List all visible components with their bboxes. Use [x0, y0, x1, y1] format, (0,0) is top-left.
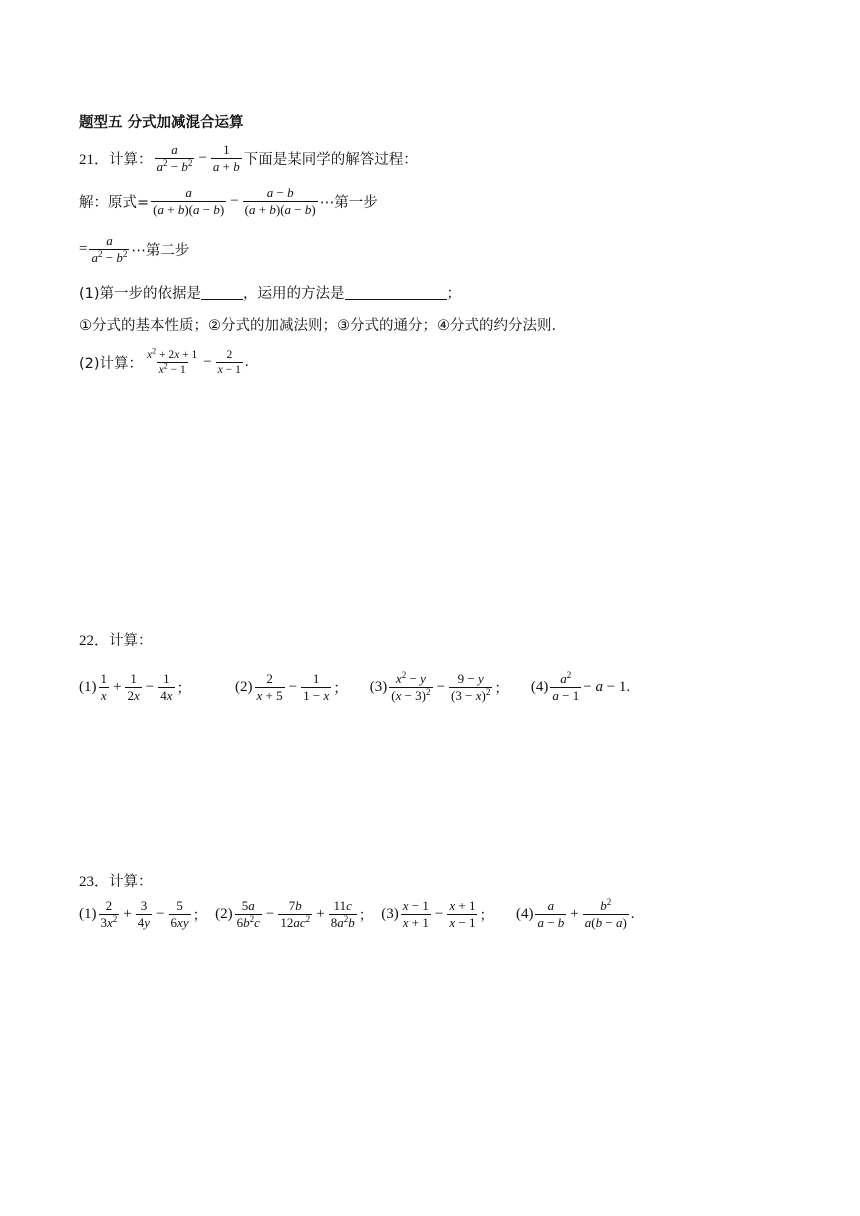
q21-fraction-a-over-a2-b2: $\frac{a}{a^2 - b^2}$ [156, 142, 193, 174]
q23-label-4: (4) [515, 905, 534, 922]
q22-number: 22． [79, 633, 110, 649]
q22-1-frac-b: $\frac{1}{2x}$ [127, 671, 140, 703]
q22-1-frac-a: $\frac{1}{x}$ [100, 671, 107, 703]
q21-step2-line [79, 234, 189, 264]
q22-label-2: (2) [235, 678, 253, 695]
q23-3-frac-b: $\frac{x + 1}{x - 1}$ [449, 898, 476, 930]
q23-1-frac-c: $\frac{5}{6xy}$ [170, 898, 189, 930]
q22-prompt-line [79, 629, 153, 650]
q21-step1-fraction-1: $\frac{a}{(a + b)(a - b)}$ [153, 185, 225, 217]
q23-label-2: (2) [215, 905, 233, 922]
q22-items-line: (1) $\frac{1}{x}$ + $\frac{1}{2x}$ − $\frac{1}{4x}$ ； (2) $\frac{2}{x + 5}$ − $\frac{1}{1 - x}$ ； (3) $\frac{x^2 - y}{(x - 3)^2}$ − $\frac{9 - y}{(3 - x)^2}$ ； (4) $\frac{a^2}{a - 1}$ − a − 1 . [79, 670, 631, 703]
q22-label-1: (1) [79, 678, 97, 695]
q21-blank-method[interactable] [345, 285, 447, 300]
q21-step2-fraction: $\frac{a}{a^2 - b^2}$ [91, 233, 128, 265]
q21-step2-suffix: ⋯第二步 [131, 242, 190, 259]
q23-sep-1: ； [192, 907, 208, 924]
q21-prompt-prefix: 计算： [109, 151, 153, 168]
q21-fraction-1-over-a-plus-b: $\frac{1}{a + b}$ [212, 142, 240, 174]
q21-step1-fraction-2: $\frac{a - b}{(a + b)(a - b)}$ [244, 185, 316, 217]
q21-step1-prefix: 解：原式= [79, 194, 150, 211]
q23-4-frac-a: $\frac{a}{a - b}$ [537, 898, 565, 930]
q23-2-frac-a: $\frac{5a}{6b^2c}$ [236, 898, 260, 930]
q23-label-3: (3) [381, 905, 399, 922]
q21-sub2-end: . [244, 354, 249, 371]
q23-2-frac-c: $\frac{11c}{8a^2b}$ [330, 898, 355, 930]
q22-end: . [626, 678, 631, 695]
q23-2-frac-b: $\frac{7b}{12ac^2}$ [280, 898, 311, 930]
q21-sub1-prefix: (1)第一步的依据是 [79, 286, 202, 302]
q22-sep-3: ； [494, 680, 509, 697]
q22-prompt: 计算： [109, 633, 153, 649]
q22-3-frac-b: $\frac{9 - y}{(3 - x)^2}$ [451, 671, 491, 703]
q23-label-1: (1) [79, 905, 97, 922]
q21-step1-suffix: ⋯第一步 [319, 194, 378, 211]
section-title: 题型五 分式加减混合运算 [79, 115, 244, 131]
q23-sep-3: ； [479, 907, 494, 924]
q22-1-frac-c: $\frac{1}{4x}$ [160, 671, 173, 703]
q23-3-frac-a: $\frac{x - 1}{x + 1}$ [402, 898, 429, 930]
q21-sub2-fraction-1: $\frac{x^2 + 2x + 1}{x^2 - 1}$ [147, 346, 198, 377]
q21-prompt-suffix: 下面是某同学的解答过程： [243, 151, 418, 168]
q23-1-frac-b: $\frac{3}{4y}$ [137, 898, 151, 930]
q22-2-frac-a: $\frac{2}{x + 5}$ [256, 671, 283, 703]
q21-number: 21． [79, 151, 110, 168]
q23-end: . [630, 905, 635, 922]
q22-3-frac-a: $\frac{x^2 - y}{(x - 3)^2}$ [391, 670, 431, 703]
q21-step2-prefix: = [79, 240, 88, 257]
q23-4-frac-b: $\frac{b^2}{a(b - a)}$ [584, 897, 627, 930]
q21-sub1-mid: ，运用的方法是 [243, 286, 345, 302]
q22-2-frac-b: $\frac{1}{1 - x}$ [303, 671, 330, 703]
q21-sub2-prefix: (2)计算： [79, 356, 144, 373]
q21-sub2-line: (2)计算： $\frac{x^2 + 2x + 1}{x^2 - 1}$ − $\frac{2}{x - 1}$ . [79, 346, 249, 377]
q23-prompt-line [79, 870, 153, 891]
q23-number: 23． [79, 874, 110, 890]
q23-items-line: (1) $\frac{2}{3x^2}$ + $\frac{3}{4y}$ − $\frac{5}{6xy}$ ； (2) $\frac{5a}{6b^2c}$ − $\frac{7b}{12ac^2}$ + $\frac{11c}{8a^2b}$ ； (3) $\frac{x - 1}{x + 1}$ − $\frac{x + 1}{x - 1}$ ； (4) $\frac{a}{a - b}$ + $\frac{b^2}{a(b - a)}$ . [79, 897, 635, 930]
q21-step1-line: 解：原式= $\frac{a}{(a + b)(a - b)}$ − $\frac{a - b}{(a + b)(a - b)}$ ⋯第一步 [79, 185, 378, 217]
q21-prompt-line: 21． 计算： $\frac{a}{a^2 - b^2}$ − $\frac{1}{a + b}$ 下面是某同学的解答过程： [79, 142, 418, 174]
q21-sub2-fraction-2: $\frac{2}{x - 1}$ [217, 349, 241, 377]
q23-1-frac-a: $\frac{2}{3x^2}$ [100, 898, 118, 930]
q23-sep-2: ； [358, 907, 374, 924]
q21-sub1-line [79, 282, 461, 303]
q22-label-4: (4) [530, 678, 549, 695]
q23-prompt: 计算： [109, 874, 153, 890]
q22-sep-2: ； [333, 680, 348, 697]
q22-sep-1: ； [176, 680, 191, 697]
q21-blank-basis[interactable] [201, 285, 243, 300]
q22-4-frac-a: $\frac{a^2}{a - 1}$ [552, 670, 580, 703]
q22-label-3: (3) [369, 678, 388, 695]
q21-options: ①分式的基本性质；②分式的加减法则；③分式的通分；④分式的约分法则. [79, 318, 557, 334]
q21-sub1-end: ； [446, 286, 462, 302]
